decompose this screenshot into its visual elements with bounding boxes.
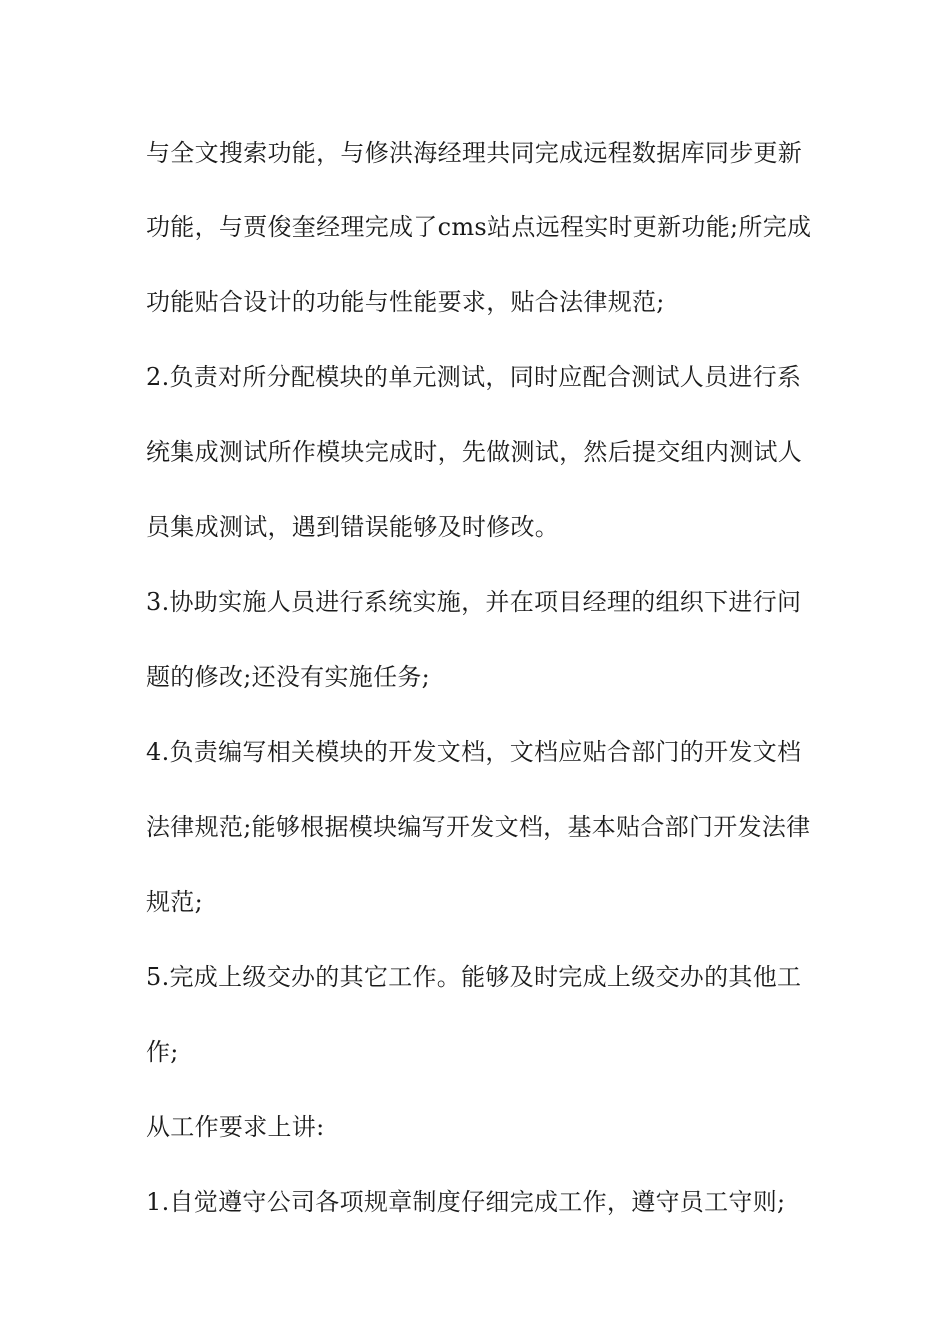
text-line: 功能贴合设计的功能与性能要求，贴合法律规范; <box>146 288 665 316</box>
text-line: 1.自觉遵守公司各项规章制度仔细完成工作，遵守员工守则; <box>146 1188 786 1216</box>
text-line: 3.协助实施人员进行系统实施，并在项目经理的组织下进行问 <box>146 588 802 616</box>
text-line: 规范; <box>146 888 203 916</box>
text-line: 员集成测试，遇到错误能够及时修改。 <box>146 513 560 541</box>
text-line: 统集成测试所作模块完成时，先做测试，然后提交组内测试人 <box>146 438 803 466</box>
text-line: 题的修改;还没有实施任务; <box>146 663 431 691</box>
text-line: 功能，与贾俊奎经理完成了cms站点远程实时更新功能;所完成 <box>146 213 812 241</box>
text-line: 作; <box>146 1038 179 1066</box>
text-line: 与全文搜索功能，与修洪海经理共同完成远程数据库同步更新 <box>146 139 803 167</box>
text-line: 从工作要求上讲: <box>146 1113 325 1141</box>
text-line: 2.负责对所分配模块的单元测试，同时应配合测试人员进行系 <box>146 363 802 391</box>
text-line: 法律规范;能够根据模块编写开发文档，基本贴合部门开发法律 <box>146 813 811 841</box>
text-line: 4.负责编写相关模块的开发文档，文档应贴合部门的开发文档 <box>146 738 802 766</box>
text-line: 5.完成上级交办的其它工作。能够及时完成上级交办的其他工 <box>146 963 802 991</box>
